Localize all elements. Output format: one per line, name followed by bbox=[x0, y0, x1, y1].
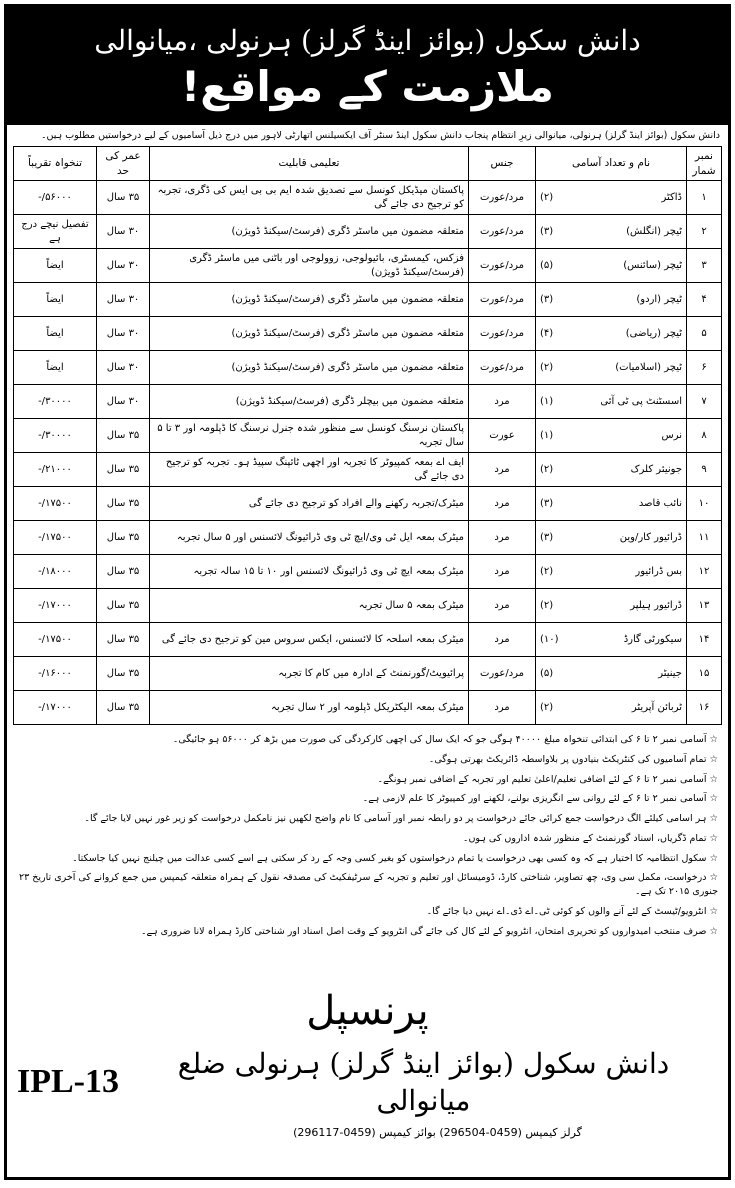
post-name bbox=[536, 623, 687, 657]
row-number bbox=[687, 351, 722, 385]
note-text: انٹرویو/ٹیسٹ کے لئے آنے والوں کو کوئی ٹی۔اے ڈی۔اے نہیں دیا جائے گا۔ bbox=[426, 905, 707, 917]
post-name-text: نائب قاصد bbox=[638, 497, 682, 509]
age-limit-text: ۳۵ سال bbox=[106, 565, 140, 577]
row-number bbox=[687, 385, 722, 419]
salary-text: ایضاً bbox=[46, 327, 64, 339]
age-limit-text: ۳۵ سال bbox=[106, 429, 140, 441]
age-limit bbox=[97, 521, 150, 555]
note-item bbox=[17, 753, 718, 767]
qualification bbox=[150, 215, 469, 249]
row-number bbox=[687, 215, 722, 249]
qualification-text: فزکس، کیمسٹری، بائیولوجی، زوولوجی اور باٹنی میں ماسٹر ڈگری (فرسٹ/سیکنڈ ڈویژن) bbox=[189, 253, 464, 278]
gender-text: عورت bbox=[489, 429, 515, 441]
salary-text: ۱۷۵۰۰/- bbox=[38, 531, 72, 543]
age-limit bbox=[97, 351, 150, 385]
age-limit bbox=[97, 691, 150, 725]
table-row bbox=[14, 555, 722, 589]
row-number bbox=[687, 453, 722, 487]
post-name-text: ٹیچر (اردو) bbox=[636, 293, 682, 305]
row-number-text: ۱۶ bbox=[698, 701, 710, 713]
note-item bbox=[17, 812, 718, 826]
gender bbox=[469, 419, 536, 453]
gender-text: مرد bbox=[494, 633, 510, 645]
qualification-text: متعلقہ مضمون میں ماسٹر ڈگری (فرسٹ/سیکنڈ ڈویژن) bbox=[231, 225, 464, 237]
row-number-text: ۴ bbox=[701, 293, 707, 305]
gender bbox=[469, 283, 536, 317]
post-count: (۱) bbox=[540, 395, 554, 407]
row-number-text: ۱۵ bbox=[698, 667, 710, 679]
table-row bbox=[14, 453, 722, 487]
col-age: عمر کی حد bbox=[97, 147, 150, 181]
table-row bbox=[14, 691, 722, 725]
note-item bbox=[17, 832, 718, 846]
post-name-text: ڈرائیور کار/وین bbox=[619, 531, 682, 543]
ipl-code: IPL-13 bbox=[17, 1063, 119, 1101]
table-row bbox=[14, 215, 722, 249]
age-limit-text: ۳۵ سال bbox=[106, 701, 140, 713]
qualification-text: ایف اے بمعہ کمپیوٹر کا تجربہ اور اچھی ٹائپنگ سپیڈ ہو۔ تجربہ کو ترجیح دی جائے گی bbox=[165, 457, 464, 482]
qualification-text: میٹرک بمعہ اسلحہ کا لائسنس، ایکس سروس مین کو ترجیح دی جائے گی bbox=[161, 633, 464, 645]
row-number-text: ۱۰ bbox=[698, 497, 710, 509]
col-no: نمبر شمار bbox=[687, 147, 722, 181]
post-name-text: ٹیچر (سائنس) bbox=[623, 259, 682, 271]
gender bbox=[469, 351, 536, 385]
age-limit bbox=[97, 623, 150, 657]
post-name bbox=[536, 317, 687, 351]
post-name bbox=[536, 657, 687, 691]
row-number-text: ۳ bbox=[701, 259, 707, 271]
gender bbox=[469, 657, 536, 691]
gender-text: مرد bbox=[494, 599, 510, 611]
note-item bbox=[17, 733, 718, 747]
row-number-text: ۸ bbox=[701, 429, 707, 441]
note-item bbox=[17, 905, 718, 919]
table-row bbox=[14, 419, 722, 453]
post-name bbox=[536, 555, 687, 589]
salary-text: ۱۷۰۰۰/- bbox=[38, 599, 72, 611]
qualification bbox=[150, 385, 469, 419]
salary bbox=[14, 317, 97, 351]
salary-text: ۵۶۰۰۰/- bbox=[38, 191, 72, 203]
post-name bbox=[536, 283, 687, 317]
post-count: (۳) bbox=[540, 531, 554, 543]
col-name: نام و تعداد آسامی bbox=[536, 147, 687, 181]
age-limit bbox=[97, 487, 150, 521]
qualification-text: میٹرک بمعہ الیکٹریکل ڈپلومہ اور ۲ سال تجربہ bbox=[271, 701, 464, 713]
salary-text: ۲۱۰۰۰/- bbox=[38, 463, 72, 475]
qualification-text: میٹرک بمعہ ایچ ٹی وی ڈرائیونگ لائسنس اور ۱۰ تا ۱۵ سالہ تجربہ bbox=[193, 565, 464, 577]
star-bullet-icon: ☆ bbox=[709, 872, 718, 884]
star-bullet-icon: ☆ bbox=[709, 905, 718, 917]
qualification-text: پاکستان میڈیکل کونسل سے تصدیق شدہ ایم بی بی ایس کی ڈگری، تجربہ کو ترجیح دی جائے گی bbox=[157, 185, 464, 210]
post-name-text: ٹیچر (انگلش) bbox=[626, 225, 682, 237]
salary bbox=[14, 657, 97, 691]
post-count: (۲) bbox=[540, 565, 554, 577]
note-item bbox=[17, 852, 718, 866]
gender-text: مرد bbox=[494, 497, 510, 509]
salary-text: ایضاً bbox=[46, 259, 64, 271]
row-number bbox=[687, 419, 722, 453]
salary-text: ۱۶۰۰۰/- bbox=[38, 667, 72, 679]
salary bbox=[14, 555, 97, 589]
note-item bbox=[17, 773, 718, 787]
row-number-text: ۵ bbox=[701, 327, 707, 339]
qualification bbox=[150, 555, 469, 589]
salary-text: ۳۰۰۰۰/- bbox=[38, 395, 72, 407]
table-row bbox=[14, 351, 722, 385]
gender bbox=[469, 555, 536, 589]
campus-phones: گرلز کیمپس (0459-296504) بوائز کیمپس (0459-296117) bbox=[293, 1126, 582, 1140]
qualification-text: میٹرک بمعہ ایل ٹی وی/ایچ ٹی وی ڈرائیونگ لائسنس اور ۵ سال تجربہ bbox=[176, 531, 464, 543]
note-text: تمام ڈگریاں، اسناد گورنمنٹ کے منظور شدہ اداروں کی ہوں۔ bbox=[462, 832, 707, 844]
row-number bbox=[687, 181, 722, 215]
star-bullet-icon: ☆ bbox=[709, 925, 718, 937]
post-count: (۲) bbox=[540, 599, 554, 611]
note-text: تمام آسامیوں کی کنٹریکٹ بنیادوں پر بلاواسطہ ڈائریکٹ بھرتی ہوگی۔ bbox=[428, 753, 707, 765]
note-item bbox=[17, 792, 718, 806]
post-name-text: جونیئر کلرک bbox=[630, 463, 682, 475]
post-name bbox=[536, 351, 687, 385]
col-salary: تنخواہ تقریباً bbox=[14, 147, 97, 181]
age-limit bbox=[97, 283, 150, 317]
star-bullet-icon: ☆ bbox=[709, 813, 718, 825]
salary-text: ۱۷۵۰۰/- bbox=[38, 633, 72, 645]
gender-text: مرد bbox=[494, 531, 510, 543]
post-name-text: جینیٹر bbox=[658, 667, 682, 679]
qualification-text: میٹرک بمعہ ۵ سال تجربہ bbox=[358, 599, 464, 611]
footer-row bbox=[7, 1037, 728, 1121]
post-name-text: ٹربائن آپریٹر bbox=[631, 701, 682, 713]
salary bbox=[14, 623, 97, 657]
age-limit-text: ۳۵ سال bbox=[106, 667, 140, 679]
salary-text: ایضاً bbox=[46, 361, 64, 373]
qualification bbox=[150, 623, 469, 657]
ad-header bbox=[7, 7, 728, 125]
headline: ملازمت کے مواقع! bbox=[181, 62, 554, 112]
salary bbox=[14, 283, 97, 317]
age-limit-text: ۳۵ سال bbox=[106, 497, 140, 509]
age-limit bbox=[97, 589, 150, 623]
qualification-text: پاکستان نرسنگ کونسل سے منظور شدہ جنرل نرسنگ کا ڈپلومہ اور ۳ تا ۵ سال تجربہ bbox=[157, 423, 464, 448]
post-name bbox=[536, 589, 687, 623]
age-limit bbox=[97, 453, 150, 487]
row-number bbox=[687, 657, 722, 691]
qualification-text: متعلقہ مضمون میں ماسٹر ڈگری (فرسٹ/سیکنڈ ڈویژن) bbox=[231, 327, 464, 339]
vacancies-table bbox=[13, 146, 722, 725]
age-limit-text: ۳۰ سال bbox=[106, 293, 140, 305]
salary bbox=[14, 691, 97, 725]
gender bbox=[469, 691, 536, 725]
row-number bbox=[687, 589, 722, 623]
table-row bbox=[14, 317, 722, 351]
post-count: (۵) bbox=[540, 667, 554, 679]
qualification bbox=[150, 691, 469, 725]
row-number-text: ۱۲ bbox=[698, 565, 710, 577]
gender bbox=[469, 453, 536, 487]
post-name-text: اسسٹنٹ پی ٹی آئی bbox=[600, 395, 682, 407]
qualification bbox=[150, 249, 469, 283]
table-row bbox=[14, 487, 722, 521]
row-number bbox=[687, 487, 722, 521]
post-name bbox=[536, 691, 687, 725]
gender-text: مرد bbox=[494, 701, 510, 713]
table-row bbox=[14, 521, 722, 555]
salary-text: ایضاً bbox=[46, 293, 64, 305]
row-number bbox=[687, 555, 722, 589]
salary bbox=[14, 351, 97, 385]
gender-text: مرد/عورت bbox=[479, 191, 525, 203]
row-number-text: ۱۳ bbox=[698, 599, 710, 611]
intro-text: دانش سکول (بوائز اینڈ گرلز) ہرنولی، میانوالی زیرِ انتظام پنجاب دانش سکول اینڈ سنٹر آف ایکسیلنس اتھارٹی لاہور میں درج ذیل آسامیوں کے لیے درخواستیں مطلوب ہیں۔ bbox=[40, 129, 720, 141]
post-name bbox=[536, 249, 687, 283]
age-limit-text: ۳۰ سال bbox=[106, 327, 140, 339]
notes-list bbox=[7, 725, 728, 944]
qualification bbox=[150, 657, 469, 691]
age-limit bbox=[97, 555, 150, 589]
table-row bbox=[14, 589, 722, 623]
row-number bbox=[687, 249, 722, 283]
post-name bbox=[536, 453, 687, 487]
qualification bbox=[150, 453, 469, 487]
gender bbox=[469, 317, 536, 351]
post-name-text: بس ڈرائیور bbox=[635, 565, 682, 577]
star-bullet-icon: ☆ bbox=[709, 753, 718, 765]
qualification bbox=[150, 283, 469, 317]
age-limit bbox=[97, 249, 150, 283]
age-limit-text: ۳۰ سال bbox=[106, 395, 140, 407]
qualification bbox=[150, 487, 469, 521]
qualification bbox=[150, 351, 469, 385]
salary-text: ۱۷۵۰۰/- bbox=[38, 497, 72, 509]
post-count: (۳) bbox=[540, 225, 554, 237]
age-limit-text: ۳۰ سال bbox=[106, 225, 140, 237]
gender bbox=[469, 589, 536, 623]
gender bbox=[469, 249, 536, 283]
salary bbox=[14, 181, 97, 215]
row-number-text: ۲ bbox=[701, 225, 707, 237]
qualification bbox=[150, 181, 469, 215]
gender-text: مرد bbox=[494, 565, 510, 577]
age-limit-text: ۳۰ سال bbox=[106, 361, 140, 373]
table-row bbox=[14, 283, 722, 317]
star-bullet-icon: ☆ bbox=[709, 852, 718, 864]
table-row bbox=[14, 181, 722, 215]
school-name: دانش سکول (بوائز اینڈ گرلز) ہرنولی ضلع میانوالی bbox=[177, 1046, 670, 1118]
gender bbox=[469, 623, 536, 657]
gender bbox=[469, 521, 536, 555]
post-count: (۲) bbox=[540, 191, 554, 203]
age-limit bbox=[97, 215, 150, 249]
note-text: صرف منتخب امیدواروں کو تحریری امتحان، انٹرویو کے لئے کال کی جائے گی انٹرویو کے وقت اصل اسناد اور شناختی کارڈ ہمراہ لانا ضروری ہے۔ bbox=[140, 925, 707, 937]
post-name bbox=[536, 385, 687, 419]
age-limit bbox=[97, 385, 150, 419]
post-count: (۱۰) bbox=[540, 633, 559, 645]
row-number bbox=[687, 521, 722, 555]
row-number-text: ۹ bbox=[701, 463, 707, 475]
post-name-text: نرس bbox=[661, 429, 682, 441]
gender bbox=[469, 385, 536, 419]
qualification-text: متعلقہ مضمون میں بیچلر ڈگری (فرسٹ/سیکنڈ ڈویژن) bbox=[235, 395, 464, 407]
ad-frame bbox=[4, 4, 731, 1180]
post-name bbox=[536, 419, 687, 453]
qualification-text: پرائیویٹ/گورنمنٹ کے ادارہ میں کام کا تجربہ bbox=[278, 667, 464, 679]
age-limit bbox=[97, 419, 150, 453]
post-count: (۴) bbox=[540, 327, 554, 339]
post-count: (۱) bbox=[540, 429, 554, 441]
salary bbox=[14, 521, 97, 555]
note-text: ہر اسامی کیلئے الگ درخواست جمع کرائی جائے درخواست پر دو رابطہ نمبر اور آسامی کا نام واضح لکھیں نیز نامکمل درخواست کو زیر غور نہیں لایا جائے گا۔ bbox=[84, 813, 707, 825]
salary-text: تفصیل نیچے درج ہے bbox=[21, 219, 89, 244]
gender bbox=[469, 215, 536, 249]
note-text: سکول انتظامیہ کا اختیار ہے کہ وہ کسی بھی درخواست یا تمام درخواستوں کو بغیر کسی وجہ کے رد کر سکتی ہے اسے کسی عدالت میں چیلنج نہیں کیا جاسکتا۔ bbox=[72, 852, 707, 864]
salary-text: ۱۸۰۰۰/- bbox=[38, 565, 72, 577]
gender-text: مرد/عورت bbox=[479, 225, 525, 237]
note-item bbox=[17, 871, 718, 899]
age-limit bbox=[97, 657, 150, 691]
salary-text: ۳۰۰۰۰/- bbox=[38, 429, 72, 441]
age-limit-text: ۳۵ سال bbox=[106, 599, 140, 611]
age-limit bbox=[97, 317, 150, 351]
note-item bbox=[17, 925, 718, 939]
gender bbox=[469, 181, 536, 215]
star-bullet-icon: ☆ bbox=[709, 832, 718, 844]
salary-text: ۱۷۰۰۰/- bbox=[38, 701, 72, 713]
star-bullet-icon: ☆ bbox=[709, 734, 718, 746]
note-text: آسامی نمبر ۲ تا ۶ کے لئے اضافی تعلیم/اعلیٰ تعلیم اور تجربہ کے اضافی نمبر ہونگے۔ bbox=[377, 773, 707, 785]
salary bbox=[14, 249, 97, 283]
table-header-row bbox=[14, 147, 722, 181]
post-name bbox=[536, 181, 687, 215]
salary bbox=[14, 487, 97, 521]
qualification-text: متعلقہ مضمون میں ماسٹر ڈگری (فرسٹ/سیکنڈ ڈویژن) bbox=[231, 361, 464, 373]
gender-text: مرد/عورت bbox=[479, 327, 525, 339]
age-limit-text: ۳۵ سال bbox=[106, 191, 140, 203]
age-limit-text: ۳۵ سال bbox=[106, 463, 140, 475]
row-number bbox=[687, 283, 722, 317]
gender-text: مرد/عورت bbox=[479, 361, 525, 373]
row-number-text: ۱۱ bbox=[698, 531, 710, 543]
gender-text: مرد/عورت bbox=[479, 259, 525, 271]
note-text: آسامی نمبر ۲ تا ۶ کی ابتدائی تنخواہ مبلغ ۴۰۰۰۰ ہوگی جو کہ ایک سال کی اچھی کارکردگی کی صورت میں بڑھ کر ۵۶۰۰۰ ہو جائیگی۔ bbox=[172, 734, 707, 746]
note-text: آسامی نمبر ۲ تا ۶ کے لئے روانی سے انگریزی بولنے، لکھنے اور کمپیوٹر کا علم لازمی ہے۔ bbox=[362, 793, 707, 805]
row-number bbox=[687, 317, 722, 351]
post-count: (۳) bbox=[540, 497, 554, 509]
age-limit bbox=[97, 181, 150, 215]
signatory: پرنسپل bbox=[306, 987, 429, 1034]
star-bullet-icon: ☆ bbox=[709, 773, 718, 785]
salary bbox=[14, 589, 97, 623]
gender bbox=[469, 487, 536, 521]
row-number bbox=[687, 623, 722, 657]
salary bbox=[14, 215, 97, 249]
age-limit-text: ۳۰ سال bbox=[106, 259, 140, 271]
gender-text: مرد bbox=[494, 395, 510, 407]
salary bbox=[14, 419, 97, 453]
salary bbox=[14, 385, 97, 419]
star-bullet-icon: ☆ bbox=[709, 793, 718, 805]
qualification bbox=[150, 317, 469, 351]
row-number-text: ۱ bbox=[701, 191, 707, 203]
post-name bbox=[536, 487, 687, 521]
row-number-text: ۷ bbox=[701, 395, 707, 407]
post-name-text: ڈاکٹر bbox=[661, 191, 682, 203]
post-name-text: ٹیچر (اسلامیات) bbox=[615, 361, 682, 373]
qualification-text: متعلقہ مضمون میں ماسٹر ڈگری (فرسٹ/سیکنڈ ڈویژن) bbox=[231, 293, 464, 305]
qualification bbox=[150, 521, 469, 555]
age-limit-text: ۳۵ سال bbox=[106, 633, 140, 645]
qualification bbox=[150, 419, 469, 453]
post-name-text: ڈرائیور ہیلپر bbox=[630, 599, 682, 611]
post-name bbox=[536, 521, 687, 555]
table-row bbox=[14, 385, 722, 419]
gender-text: مرد/عورت bbox=[479, 667, 525, 679]
post-name-text: ٹیچر (ریاضی) bbox=[625, 327, 682, 339]
post-count: (۵) bbox=[540, 259, 554, 271]
table-row bbox=[14, 249, 722, 283]
col-gender: جنس bbox=[469, 147, 536, 181]
row-number-text: ۶ bbox=[701, 361, 707, 373]
row-number bbox=[687, 691, 722, 725]
age-limit-text: ۳۵ سال bbox=[106, 531, 140, 543]
post-name bbox=[536, 215, 687, 249]
gender-text: مرد/عورت bbox=[479, 293, 525, 305]
salary bbox=[14, 453, 97, 487]
post-count: (۳) bbox=[540, 293, 554, 305]
table-row bbox=[14, 657, 722, 691]
note-text: درخواست، مکمل سی وی، چھ تصاویر، شناختی کارڈ، ڈومیسائل اور تعلیم و تجربہ کے سرٹیفکیٹ کی مصدقہ نقول کے ہمراہ متعلقہ کیمپس میں جمع کروانے کی آخری تاریخ ۲۳ جنوری ۲۰۱۵ تک ہے۔ bbox=[19, 872, 718, 898]
qualification-text: میٹرک/تجربہ رکھنے والے افراد کو ترجیح دی جائے گی bbox=[248, 497, 464, 509]
col-qualification: تعلیمی قابلیت bbox=[150, 147, 469, 181]
post-name-text: سیکورٹی گارڈ bbox=[623, 633, 682, 645]
school-title: دانش سکول (بوائز اینڈ گرلز) ہرنولی ،میانوالی bbox=[94, 24, 641, 57]
gender-text: مرد bbox=[494, 463, 510, 475]
post-count: (۲) bbox=[540, 701, 554, 713]
post-count: (۲) bbox=[540, 463, 554, 475]
post-count: (۲) bbox=[540, 361, 554, 373]
qualification bbox=[150, 589, 469, 623]
row-number-text: ۱۴ bbox=[698, 633, 710, 645]
table-row bbox=[14, 623, 722, 657]
